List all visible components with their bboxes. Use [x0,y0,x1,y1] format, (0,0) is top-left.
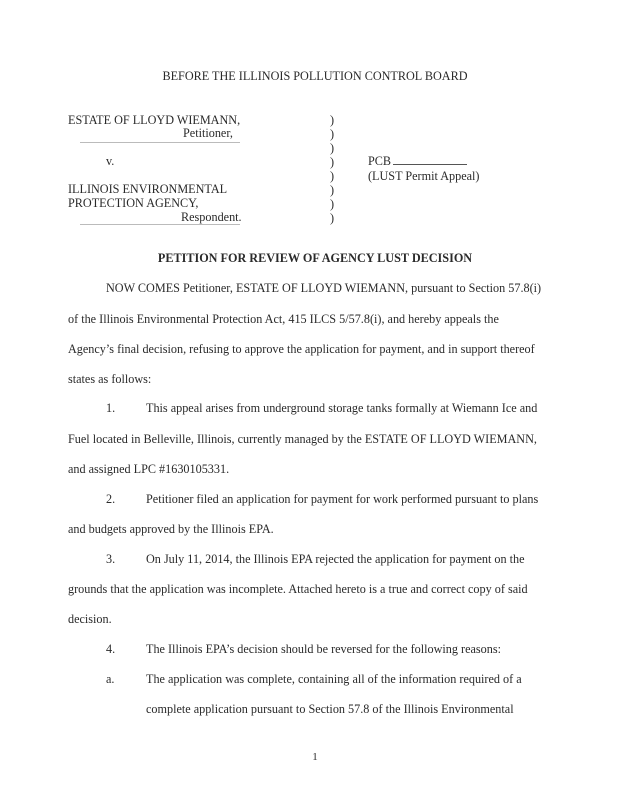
paren: ) [330,169,335,183]
paragraph-line: This appeal arises from underground storage tanks formally at Wiemann Ice and [146,401,538,415]
paragraph-number: a. [106,672,115,686]
paragraph-number: 4. [106,642,116,656]
paragraph-line: The Illinois EPA’s decision should be reversed for the following reasons: [146,642,501,656]
paragraph-line: complete application pursuant to Section 57.8 of the Illinois Environmental [146,702,514,716]
paragraph-number: 2. [106,492,116,506]
paren: ) [330,113,335,127]
paren: ) [330,197,335,211]
paren: ) [330,155,335,169]
paren: ) [330,211,335,225]
intro-line-2: of the Illinois Environmental Protection Act, 415 ILCS 5/57.8(i), and hereby appeals the [68,312,499,326]
paragraph-line: decision. [68,612,112,626]
caption-parentheses [330,113,334,225]
case-number-blank [393,154,467,165]
paren: ) [330,141,335,155]
intro-line-1: NOW COMES Petitioner, ESTATE OF LLOYD WIEMANN, pursuant to Section 57.8(i) [106,281,542,295]
paragraph-line: Fuel located in Belleville, Illinois, currently managed by the ESTATE OF LLOYD WIEMANN, [68,432,537,446]
versus-label: v. [106,154,115,168]
respondent-line-2: PROTECTION AGENCY, [68,196,199,210]
respondent-role: Respondent. [181,210,242,224]
intro-line-4: states as follows: [68,372,152,386]
paren: ) [330,127,335,141]
petitioner-underline [80,142,240,143]
respondent-underline [80,224,240,225]
board-title: BEFORE THE ILLINOIS POLLUTION CONTROL BOARD [162,69,468,83]
paragraph-line: grounds that the application was incomplete. Attached hereto is a true and correct copy of said [68,582,528,596]
petitioner-name: ESTATE OF LLOYD WIEMANN, [68,113,241,127]
case-label: PCB [368,154,392,168]
paragraph-line: The application was complete, containing all of the information required of a [146,672,522,686]
paragraph-line: Petitioner filed an application for payment for work performed pursuant to plans [146,492,539,506]
paragraph-line: and budgets approved by the Illinois EPA. [68,522,274,536]
document-title: PETITION FOR REVIEW OF AGENCY LUST DECISION [157,251,473,265]
case-number [368,154,467,168]
intro-line-3: Agency’s final decision, refusing to approve the application for payment, and in support thereof [68,342,535,356]
page-number: 1 [312,751,318,763]
petitioner-role: Petitioner, [183,126,233,140]
paragraph-number: 1. [106,401,116,415]
case-type: (LUST Permit Appeal) [368,169,480,183]
paren: ) [330,183,335,197]
paragraph-line: On July 11, 2014, the Illinois EPA rejected the application for payment on the [146,552,525,566]
respondent-line-1: ILLINOIS ENVIRONMENTAL [68,182,228,196]
paragraph-line: and assigned LPC #1630105331. [68,462,230,476]
paragraph-number: 3. [106,552,116,566]
